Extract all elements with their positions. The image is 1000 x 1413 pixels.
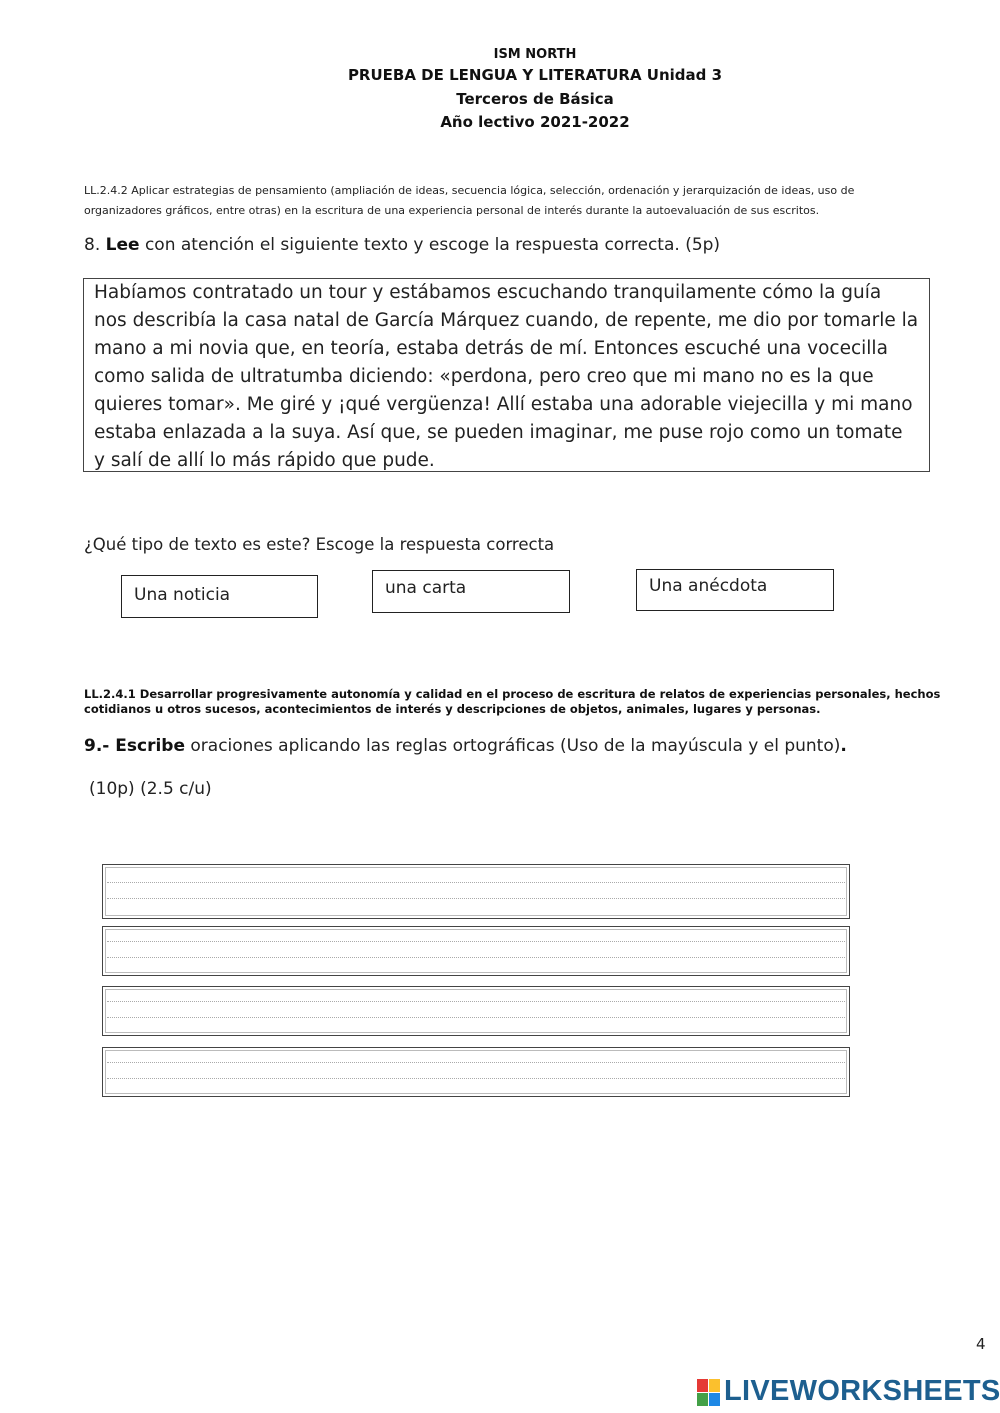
question-9: [84, 736, 847, 756]
guide-line: [107, 1001, 845, 1002]
question-9-text: oraciones aplicando las reglas ortográficas (Uso de la mayúscula y el punto): [184, 736, 841, 756]
question-8-text: con atención el siguiente texto y escoge la respuesta correcta. (5p): [144, 235, 721, 255]
guide-line: [107, 957, 845, 958]
guide-line: [107, 898, 845, 899]
writing-line-2[interactable]: [102, 926, 850, 976]
reading-passage-box: [83, 278, 930, 472]
skill-objective-2: LL.2.4.1 Desarrollar progresivamente autonomía y calidad en el proceso de escritura de relatos de experiencias personales, hechos cotidianos u otros sucesos, acontecimientos de interés y descripciones de objetos, animales, lugares y personas.: [84, 687, 941, 716]
question-8-number: 8.: [84, 235, 101, 255]
guide-line: [107, 1017, 845, 1018]
writing-line-4[interactable]: [102, 1047, 850, 1097]
question-8: [84, 235, 720, 255]
answer-option-anecdota[interactable]: Una anécdota: [636, 569, 834, 611]
reading-passage-text: Habíamos contratado un tour y estábamos escuchando tranquilamente cómo la guía nos describía la casa natal de García Márquez cuando, de repente, me dio por tomarle la mano a mi novia que, en teoría, estaba detrás de mí. Entonces escuché una vocecilla como salida de ultratumba diciendo: «perdona, pero creo que mi mano no es la que quieres tomar». Me giré y ¡qué vergüenza! Allí estaba una adorable viejecilla y mi mano estaba enlazada a la suya. Así que, se pueden imaginar, me puse rojo como un tomate y salí de allí lo más rápido que pude.: [94, 282, 919, 471]
school-name: ISM NORTH: [493, 47, 577, 62]
question-9-points: (10p) (2.5 c/u): [89, 779, 212, 799]
logo-square-blue: [709, 1393, 720, 1406]
guide-line: [107, 1062, 845, 1063]
answer-option-carta[interactable]: una carta: [372, 570, 570, 613]
school-year: Año lectivo 2021-2022: [440, 113, 630, 131]
question-9-end: .: [840, 736, 847, 756]
test-title: PRUEBA DE LENGUA Y LITERATURA Unidad 3: [347, 66, 723, 84]
logo-square-yellow: [709, 1379, 720, 1392]
question-prompt: ¿Qué tipo de texto es este? Escoge la respuesta correcta: [84, 535, 555, 554]
writing-line-3[interactable]: [102, 986, 850, 1036]
liveworksheets-logo-icon: [697, 1379, 721, 1407]
question-8-verb: Lee: [105, 235, 140, 255]
guide-line: [107, 941, 845, 942]
guide-line: [107, 1078, 845, 1079]
liveworksheets-wordmark: LIVEWORKSHEETS: [724, 1375, 1000, 1407]
question-9-number-verb: 9.- Escribe: [84, 736, 185, 756]
logo-square-red: [697, 1379, 708, 1392]
skill-objective-1: LL.2.4.2 Aplicar estrategias de pensamiento (ampliación de ideas, secuencia lógica, selección, ordenación y jerarquización de ideas, uso de organizadores gráficos, entre otras) en la escritura de una experiencia personal de interés durante la autoevaluación de sus escritos.: [84, 184, 855, 217]
logo-square-green: [697, 1393, 708, 1406]
grade-level: Terceros de Básica: [456, 90, 614, 108]
guide-line: [107, 882, 845, 883]
page-number: 4: [976, 1335, 986, 1353]
writing-line-1[interactable]: [102, 864, 850, 919]
answer-option-noticia[interactable]: Una noticia: [121, 575, 318, 618]
